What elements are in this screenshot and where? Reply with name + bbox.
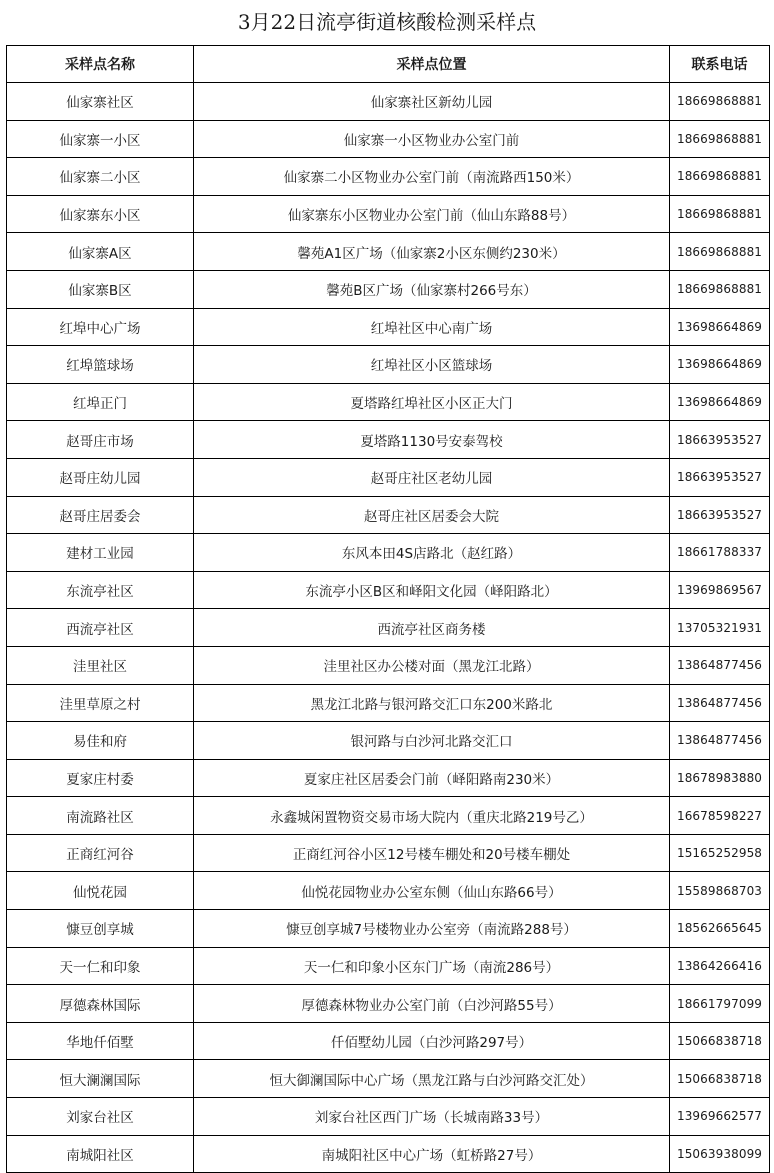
cell-contact-phone: 18669868881 — [670, 83, 770, 121]
sampling-points-table — [6, 45, 770, 1173]
cell-contact-phone: 13698664869 — [670, 308, 770, 346]
cell-site-name: 洼里草原之村 — [7, 684, 194, 722]
cell-site-name: 赵哥庄市场 — [7, 421, 194, 459]
cell-site-name: 恒大澜澜国际 — [7, 1060, 194, 1098]
table-row — [7, 158, 770, 196]
cell-site-location: 馨苑B区广场（仙家寨村266号东） — [194, 270, 670, 308]
cell-contact-phone: 18562665645 — [670, 910, 770, 948]
header-contact-phone: 联系电话 — [670, 46, 770, 83]
cell-site-name: 仙悦花园 — [7, 872, 194, 910]
cell-contact-phone: 15165252958 — [670, 834, 770, 872]
cell-site-name: 厚德森林国际 — [7, 985, 194, 1023]
cell-site-location: 仟佰墅幼儿园（白沙河路297号） — [194, 1022, 670, 1060]
cell-contact-phone: 15063938099 — [670, 1135, 770, 1173]
table-row — [7, 872, 770, 910]
header-site-location: 采样点位置 — [194, 46, 670, 83]
cell-site-name: 洼里社区 — [7, 646, 194, 684]
cell-site-location: 西流亭社区商务楼 — [194, 609, 670, 647]
cell-site-name: 南流路社区 — [7, 797, 194, 835]
cell-site-location: 洼里社区办公楼对面（黑龙江北路） — [194, 646, 670, 684]
header-site-name: 采样点名称 — [7, 46, 194, 83]
table-row — [7, 646, 770, 684]
cell-contact-phone: 18678983880 — [670, 759, 770, 797]
cell-site-location: 仙家寨社区新幼儿园 — [194, 83, 670, 121]
cell-site-name: 南城阳社区 — [7, 1135, 194, 1173]
cell-contact-phone: 13864877456 — [670, 722, 770, 760]
cell-contact-phone: 13864877456 — [670, 684, 770, 722]
cell-site-location: 红埠社区小区篮球场 — [194, 346, 670, 384]
cell-contact-phone: 18661797099 — [670, 985, 770, 1023]
cell-site-name: 华地仟佰墅 — [7, 1022, 194, 1060]
cell-site-location: 夏塔路1130号安泰驾校 — [194, 421, 670, 459]
table-row — [7, 383, 770, 421]
cell-site-name: 夏家庄村委 — [7, 759, 194, 797]
cell-contact-phone: 18669868881 — [670, 233, 770, 271]
table-body — [7, 83, 770, 1173]
table-header-row — [7, 46, 770, 83]
cell-site-location: 黑龙江北路与银河路交汇口东200米路北 — [194, 684, 670, 722]
cell-contact-phone: 18669868881 — [670, 270, 770, 308]
table-row — [7, 195, 770, 233]
table-row — [7, 985, 770, 1023]
cell-site-name: 西流亭社区 — [7, 609, 194, 647]
cell-contact-phone: 13969662577 — [670, 1098, 770, 1136]
cell-site-name: 建材工业园 — [7, 534, 194, 572]
cell-site-name: 天一仁和印象 — [7, 947, 194, 985]
cell-contact-phone: 13705321931 — [670, 609, 770, 647]
cell-site-location: 夏塔路红埠社区小区正大门 — [194, 383, 670, 421]
table-row — [7, 308, 770, 346]
cell-site-location: 厚德森林物业办公室门前（白沙河路55号） — [194, 985, 670, 1023]
cell-site-location: 刘家台社区西门广场（长城南路33号） — [194, 1098, 670, 1136]
cell-site-name: 慷豆创享城 — [7, 910, 194, 948]
cell-site-name: 红埠正门 — [7, 383, 194, 421]
cell-site-name: 仙家寨东小区 — [7, 195, 194, 233]
cell-contact-phone: 15066838718 — [670, 1022, 770, 1060]
table-row — [7, 684, 770, 722]
cell-site-name: 仙家寨B区 — [7, 270, 194, 308]
table-row — [7, 797, 770, 835]
cell-contact-phone: 13969869567 — [670, 571, 770, 609]
cell-site-location: 馨苑A1区广场（仙家寨2小区东侧约230米） — [194, 233, 670, 271]
cell-site-name: 易佳和府 — [7, 722, 194, 760]
table-row — [7, 346, 770, 384]
table-row — [7, 1022, 770, 1060]
cell-contact-phone: 18663953527 — [670, 496, 770, 534]
table-row — [7, 759, 770, 797]
cell-site-location: 赵哥庄社区老幼儿园 — [194, 458, 670, 496]
cell-contact-phone: 13864266416 — [670, 947, 770, 985]
cell-site-name: 正商红河谷 — [7, 834, 194, 872]
cell-contact-phone: 18663953527 — [670, 458, 770, 496]
table-row — [7, 947, 770, 985]
cell-site-name: 红埠中心广场 — [7, 308, 194, 346]
cell-site-name: 仙家寨社区 — [7, 83, 194, 121]
cell-site-location: 天一仁和印象小区东门广场（南流286号） — [194, 947, 670, 985]
table-row — [7, 120, 770, 158]
cell-site-location: 恒大御澜国际中心广场（黑龙江路与白沙河路交汇处） — [194, 1060, 670, 1098]
table-row — [7, 571, 770, 609]
cell-contact-phone: 13864877456 — [670, 646, 770, 684]
cell-contact-phone: 13698664869 — [670, 383, 770, 421]
table-row — [7, 1060, 770, 1098]
cell-contact-phone: 16678598227 — [670, 797, 770, 835]
cell-site-location: 东流亭小区B区和峄阳文化园（峄阳路北） — [194, 571, 670, 609]
cell-contact-phone: 18661788337 — [670, 534, 770, 572]
cell-contact-phone: 13698664869 — [670, 346, 770, 384]
table-row — [7, 270, 770, 308]
cell-site-name: 仙家寨A区 — [7, 233, 194, 271]
table-row — [7, 1135, 770, 1173]
cell-site-location: 夏家庄社区居委会门前（峄阳路南230米） — [194, 759, 670, 797]
table-row — [7, 834, 770, 872]
cell-site-location: 慷豆创享城7号楼物业办公室旁（南流路288号） — [194, 910, 670, 948]
cell-site-name: 仙家寨一小区 — [7, 120, 194, 158]
cell-site-location: 赵哥庄社区居委会大院 — [194, 496, 670, 534]
cell-site-location: 银河路与白沙河北路交汇口 — [194, 722, 670, 760]
page-title: 3月22日流亭街道核酸检测采样点 — [237, 10, 537, 34]
cell-contact-phone: 18663953527 — [670, 421, 770, 459]
cell-site-location: 永鑫城闲置物资交易市场大院内（重庆北路219号乙） — [194, 797, 670, 835]
cell-site-name: 赵哥庄居委会 — [7, 496, 194, 534]
cell-contact-phone: 15589868703 — [670, 872, 770, 910]
table-row — [7, 458, 770, 496]
cell-site-name: 红埠篮球场 — [7, 346, 194, 384]
table-row — [7, 1098, 770, 1136]
table-row — [7, 722, 770, 760]
cell-site-name: 刘家台社区 — [7, 1098, 194, 1136]
cell-site-location: 仙家寨一小区物业办公室门前 — [194, 120, 670, 158]
cell-contact-phone: 18669868881 — [670, 158, 770, 196]
cell-site-location: 仙家寨二小区物业办公室门前（南流路西150米） — [194, 158, 670, 196]
table-row — [7, 496, 770, 534]
cell-site-name: 仙家寨二小区 — [7, 158, 194, 196]
cell-site-name: 赵哥庄幼儿园 — [7, 458, 194, 496]
cell-contact-phone: 18669868881 — [670, 120, 770, 158]
cell-site-location: 仙家寨东小区物业办公室门前（仙山东路88号） — [194, 195, 670, 233]
cell-site-name: 东流亭社区 — [7, 571, 194, 609]
cell-contact-phone: 15066838718 — [670, 1060, 770, 1098]
table-row — [7, 83, 770, 121]
cell-site-location: 正商红河谷小区12号楼车棚处和20号楼车棚处 — [194, 834, 670, 872]
cell-site-location: 南城阳社区中心广场（虹桥路27号） — [194, 1135, 670, 1173]
table-row — [7, 233, 770, 271]
cell-site-location: 东风本田4S店路北（赵红路） — [194, 534, 670, 572]
cell-site-location: 仙悦花园物业办公室东侧（仙山东路66号） — [194, 872, 670, 910]
cell-site-location: 红埠社区中心南广场 — [194, 308, 670, 346]
table-row — [7, 910, 770, 948]
table-row — [7, 421, 770, 459]
cell-contact-phone: 18669868881 — [670, 195, 770, 233]
table-row — [7, 534, 770, 572]
table-row — [7, 609, 770, 647]
